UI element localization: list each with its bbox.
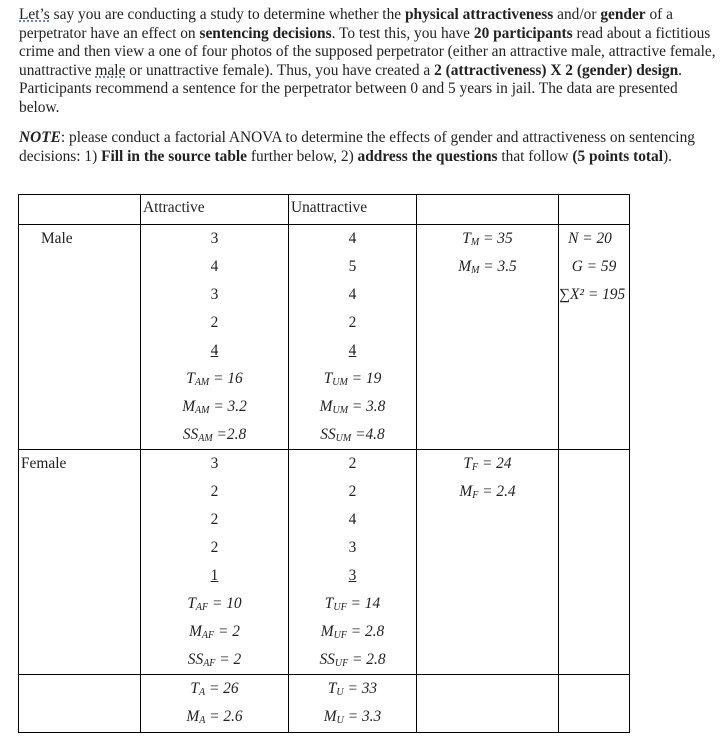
male-row [19,225,630,450]
male-total: $T_M = 35$ [462,230,513,248]
score: 4 [348,511,357,528]
note-bold: address the questions [357,147,498,165]
unattractive-mean: $M_U = 3.3$ [323,708,382,726]
sum-x-squared: ∑X² = 195 [559,286,626,303]
score: 4 [210,342,219,359]
score: 2 [348,314,357,331]
cell-total: $T_{UM} = 19$ [323,370,382,388]
note-label: NOTE [19,129,61,146]
female-mean: $M_F = 2.4$ [459,483,516,501]
row-label-female: Female [21,455,67,472]
intro-bold: sentencing decisions [199,24,332,42]
score: 4 [210,258,219,275]
score: 2 [210,539,219,556]
g-total: G = 59 [571,258,617,275]
male-mean: $M_M = 3.5$ [458,258,517,276]
cell-total: $T_{AF} = 10$ [187,595,242,613]
cell-ss: $SS_{UM} =4.8$ [320,426,385,444]
score: 2 [210,483,219,500]
unattractive-total: $T_U = 33$ [327,680,378,698]
intro-text: and/or [553,6,601,23]
score: 4 [348,230,357,247]
score: 4 [348,342,357,359]
data-table [18,194,630,733]
note-text: : please conduct a factorial ANOVA to determine the effects of gender and attractiveness on sentencing decisions: 1) [19,129,695,165]
score: 3 [348,567,357,584]
note-bold: (5 points total [572,147,663,165]
score: 5 [348,258,357,275]
header-unattractive: Unattractive [289,195,417,225]
intro-text: read about a fictitious crime and then view a one of four photos of the supposed perpetrator (either an attractive male, attractive female, unattractive [19,24,716,79]
intro-bold: gender [600,6,646,23]
score: 2 [210,511,219,528]
header-attractive: Attractive [141,195,289,225]
score: 4 [348,286,357,303]
row-label-male: Male [41,230,73,247]
cell-total: $T_{UF} = 14$ [324,595,381,613]
note-bold: Fill in the source table [101,147,247,165]
attractive-mean: $M_A = 2.6$ [186,708,243,726]
cell-ss: $SS_{UF} = 2.8$ [319,651,386,669]
attractive-total: $T_A = 26$ [190,680,239,698]
note-text: that follow [497,147,573,165]
intro-text: say you are conducting a study to determine whether the [49,6,405,23]
cell-mean: $M_{AM} = 3.2$ [182,398,247,416]
cell-mean: $M_{UM} = 3.8$ [319,398,386,416]
note-text: further below, 2) [247,147,358,165]
cell-mean: $M_{AF} = 2$ [189,623,240,641]
intro-text: of a perpetrator have an effect on [19,6,673,42]
intro-bold: physical attractiveness [404,6,554,23]
cell-ss: $SS_{AM} =2.8$ [182,426,247,444]
female-total: $T_F = 24$ [463,455,512,473]
score: 2 [348,455,357,472]
cell-mean: $M_{UF} = 2.8$ [320,623,385,641]
score: 3 [210,286,219,303]
score: 3 [210,455,219,472]
note-text: ). [662,147,672,165]
female-row [19,450,630,675]
note-paragraph [19,129,719,166]
cell-total: $T_{AM} = 16$ [186,370,243,388]
intro-paragraph [19,6,719,118]
score: 2 [348,483,357,500]
n-total: N = 20 [568,230,612,247]
totals-row [19,675,630,733]
intro-bold: 2 (attractiveness) X 2 (gender) design [434,61,679,79]
intro-text: . To test this, you have [331,24,474,42]
intro-text: male [95,61,126,79]
score: 3 [348,539,357,556]
intro-text: or unattractive female). Thus, you have created a [125,61,435,79]
score: 1 [210,567,219,584]
score: 2 [210,314,219,331]
intro-text: . Participants recommend a sentence for the perpetrator between 0 and 5 years in jail. The data are presented below. [19,61,683,116]
score: 3 [210,230,219,247]
intro-bold: 20 participants [473,24,573,42]
cell-ss: $SS_{AF} = 2$ [187,651,242,669]
intro-text: Let’s [19,6,50,23]
